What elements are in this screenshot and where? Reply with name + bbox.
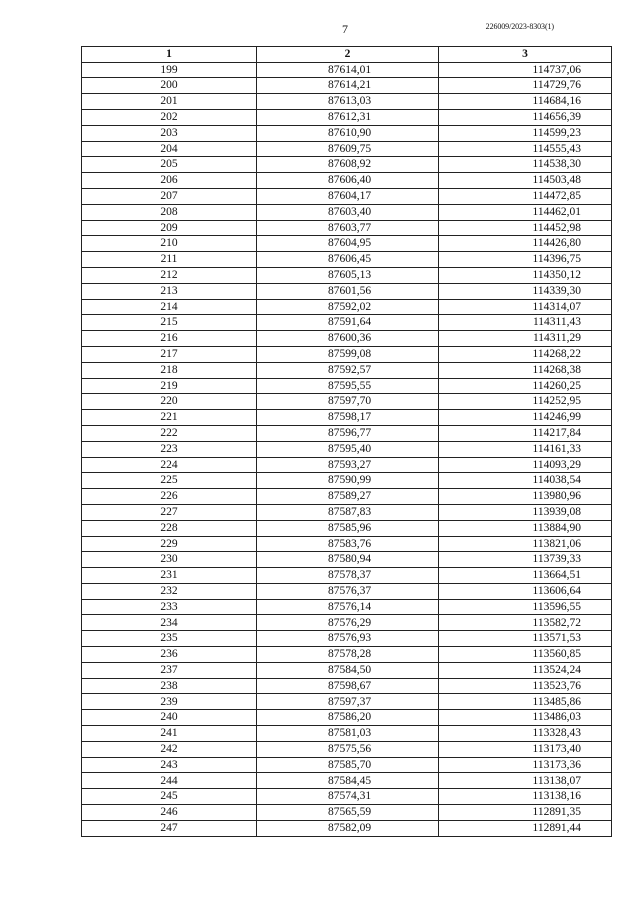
- y-coordinate-cell: 114503,48: [439, 173, 612, 189]
- x-coordinate-cell: 87595,40: [257, 441, 439, 457]
- y-coordinate-cell: 114729,76: [439, 78, 612, 94]
- point-number-cell: 229: [82, 536, 257, 552]
- point-number-cell: 241: [82, 726, 257, 742]
- x-coordinate-cell: 87585,70: [257, 757, 439, 773]
- table-row: [82, 457, 612, 473]
- x-coordinate-cell: 87583,76: [257, 536, 439, 552]
- x-coordinate-cell: 87614,01: [257, 62, 439, 78]
- y-coordinate-cell: 113582,72: [439, 615, 612, 631]
- table-row: [82, 647, 612, 663]
- table-header-row: [82, 47, 612, 63]
- point-number-cell: 205: [82, 157, 257, 173]
- point-number-cell: 215: [82, 315, 257, 331]
- x-coordinate-cell: 87593,27: [257, 457, 439, 473]
- x-coordinate-cell: 87609,75: [257, 141, 439, 157]
- y-coordinate-cell: 113524,24: [439, 662, 612, 678]
- column-header-y: 3: [439, 47, 612, 63]
- table-body: [82, 62, 612, 836]
- x-coordinate-cell: 87598,17: [257, 410, 439, 426]
- x-coordinate-cell: 87612,31: [257, 109, 439, 125]
- x-coordinate-cell: 87592,02: [257, 299, 439, 315]
- x-coordinate-cell: 87595,55: [257, 378, 439, 394]
- point-number-cell: 237: [82, 662, 257, 678]
- y-coordinate-cell: 112891,44: [439, 820, 612, 836]
- y-coordinate-cell: 114737,06: [439, 62, 612, 78]
- y-coordinate-cell: 114268,22: [439, 346, 612, 362]
- x-coordinate-cell: 87604,17: [257, 188, 439, 204]
- table-row: [82, 78, 612, 94]
- point-number-cell: 203: [82, 125, 257, 141]
- page-number: 7: [342, 22, 348, 36]
- point-number-cell: 222: [82, 425, 257, 441]
- point-number-cell: 231: [82, 568, 257, 584]
- table-row: [82, 362, 612, 378]
- x-coordinate-cell: 87578,37: [257, 568, 439, 584]
- document-reference: 226009/2023-8303(1): [485, 22, 554, 31]
- point-number-cell: 238: [82, 678, 257, 694]
- table-row: [82, 125, 612, 141]
- point-number-cell: 230: [82, 552, 257, 568]
- column-header-x: 2: [257, 47, 439, 63]
- table-row: [82, 220, 612, 236]
- point-number-cell: 217: [82, 346, 257, 362]
- x-coordinate-cell: 87596,77: [257, 425, 439, 441]
- point-number-cell: 219: [82, 378, 257, 394]
- x-coordinate-cell: 87614,21: [257, 78, 439, 94]
- x-coordinate-cell: 87587,83: [257, 504, 439, 520]
- point-number-cell: 204: [82, 141, 257, 157]
- y-coordinate-cell: 114038,54: [439, 473, 612, 489]
- y-coordinate-cell: 114217,84: [439, 425, 612, 441]
- point-number-cell: 232: [82, 583, 257, 599]
- x-coordinate-cell: 87584,45: [257, 773, 439, 789]
- x-coordinate-cell: 87576,14: [257, 599, 439, 615]
- table-row: [82, 62, 612, 78]
- x-coordinate-cell: 87574,31: [257, 789, 439, 805]
- table-row: [82, 583, 612, 599]
- x-coordinate-cell: 87597,37: [257, 694, 439, 710]
- point-number-cell: 221: [82, 410, 257, 426]
- table-row: [82, 599, 612, 615]
- point-number-cell: 236: [82, 647, 257, 663]
- point-number-cell: 200: [82, 78, 257, 94]
- point-number-cell: 210: [82, 236, 257, 252]
- table-row: [82, 410, 612, 426]
- y-coordinate-cell: 114452,98: [439, 220, 612, 236]
- x-coordinate-cell: 87580,94: [257, 552, 439, 568]
- y-coordinate-cell: 114538,30: [439, 157, 612, 173]
- x-coordinate-cell: 87601,56: [257, 283, 439, 299]
- y-coordinate-cell: 113606,64: [439, 583, 612, 599]
- point-number-cell: 247: [82, 820, 257, 836]
- y-coordinate-cell: 114246,99: [439, 410, 612, 426]
- x-coordinate-cell: 87600,36: [257, 331, 439, 347]
- table-row: [82, 805, 612, 821]
- x-coordinate-cell: 87613,03: [257, 94, 439, 110]
- x-coordinate-cell: 87575,56: [257, 741, 439, 757]
- x-coordinate-cell: 87578,28: [257, 647, 439, 663]
- table-row: [82, 188, 612, 204]
- x-coordinate-cell: 87581,03: [257, 726, 439, 742]
- table-row: [82, 252, 612, 268]
- x-coordinate-cell: 87604,95: [257, 236, 439, 252]
- y-coordinate-cell: 113939,08: [439, 504, 612, 520]
- point-number-cell: 218: [82, 362, 257, 378]
- y-coordinate-cell: 114314,07: [439, 299, 612, 315]
- point-number-cell: 226: [82, 489, 257, 505]
- table-row: [82, 267, 612, 283]
- y-coordinate-cell: 113980,96: [439, 489, 612, 505]
- x-coordinate-cell: 87605,13: [257, 267, 439, 283]
- table-row: [82, 283, 612, 299]
- point-number-cell: 228: [82, 520, 257, 536]
- y-coordinate-cell: 113664,51: [439, 568, 612, 584]
- table-row: [82, 109, 612, 125]
- point-number-cell: 240: [82, 710, 257, 726]
- x-coordinate-cell: 87590,99: [257, 473, 439, 489]
- y-coordinate-cell: 114350,12: [439, 267, 612, 283]
- table-row: [82, 489, 612, 505]
- y-coordinate-cell: 113523,76: [439, 678, 612, 694]
- y-coordinate-cell: 114472,85: [439, 188, 612, 204]
- point-number-cell: 206: [82, 173, 257, 189]
- point-number-cell: 220: [82, 394, 257, 410]
- point-number-cell: 199: [82, 62, 257, 78]
- y-coordinate-cell: 114684,16: [439, 94, 612, 110]
- point-number-cell: 213: [82, 283, 257, 299]
- x-coordinate-cell: 87576,29: [257, 615, 439, 631]
- point-number-cell: 224: [82, 457, 257, 473]
- point-number-cell: 212: [82, 267, 257, 283]
- table-row: [82, 473, 612, 489]
- table-row: [82, 710, 612, 726]
- x-coordinate-cell: 87576,37: [257, 583, 439, 599]
- table-row: [82, 394, 612, 410]
- y-coordinate-cell: 113138,16: [439, 789, 612, 805]
- x-coordinate-cell: 87599,08: [257, 346, 439, 362]
- table-row: [82, 441, 612, 457]
- x-coordinate-cell: 87610,90: [257, 125, 439, 141]
- table-row: [82, 236, 612, 252]
- table-row: [82, 141, 612, 157]
- y-coordinate-cell: 113486,03: [439, 710, 612, 726]
- x-coordinate-cell: 87606,45: [257, 252, 439, 268]
- table-row: [82, 662, 612, 678]
- table-row: [82, 520, 612, 536]
- x-coordinate-cell: 87603,77: [257, 220, 439, 236]
- x-coordinate-cell: 87582,09: [257, 820, 439, 836]
- x-coordinate-cell: 87589,27: [257, 489, 439, 505]
- x-coordinate-cell: 87606,40: [257, 173, 439, 189]
- table-row: [82, 568, 612, 584]
- point-number-cell: 227: [82, 504, 257, 520]
- table-row: [82, 773, 612, 789]
- y-coordinate-cell: 114426,80: [439, 236, 612, 252]
- point-number-cell: 235: [82, 631, 257, 647]
- point-number-cell: 207: [82, 188, 257, 204]
- y-coordinate-cell: 114311,29: [439, 331, 612, 347]
- point-number-cell: 202: [82, 109, 257, 125]
- y-coordinate-cell: 113328,43: [439, 726, 612, 742]
- table-row: [82, 204, 612, 220]
- y-coordinate-cell: 114599,23: [439, 125, 612, 141]
- point-number-cell: 242: [82, 741, 257, 757]
- point-number-cell: 216: [82, 331, 257, 347]
- y-coordinate-cell: 114656,39: [439, 109, 612, 125]
- point-number-cell: 201: [82, 94, 257, 110]
- table-row: [82, 552, 612, 568]
- y-coordinate-cell: 113596,55: [439, 599, 612, 615]
- x-coordinate-cell: 87598,67: [257, 678, 439, 694]
- y-coordinate-cell: 113884,90: [439, 520, 612, 536]
- table-row: [82, 346, 612, 362]
- table-row: [82, 331, 612, 347]
- table-row: [82, 425, 612, 441]
- y-coordinate-cell: 113571,53: [439, 631, 612, 647]
- x-coordinate-cell: 87585,96: [257, 520, 439, 536]
- x-coordinate-cell: 87603,40: [257, 204, 439, 220]
- point-number-cell: 239: [82, 694, 257, 710]
- table-row: [82, 741, 612, 757]
- y-coordinate-cell: 114161,33: [439, 441, 612, 457]
- y-coordinate-cell: 114093,29: [439, 457, 612, 473]
- y-coordinate-cell: 113485,86: [439, 694, 612, 710]
- y-coordinate-cell: 113138,07: [439, 773, 612, 789]
- x-coordinate-cell: 87576,93: [257, 631, 439, 647]
- point-number-cell: 244: [82, 773, 257, 789]
- table-row: [82, 299, 612, 315]
- y-coordinate-cell: 112891,35: [439, 805, 612, 821]
- y-coordinate-cell: 114252,95: [439, 394, 612, 410]
- y-coordinate-cell: 114268,38: [439, 362, 612, 378]
- y-coordinate-cell: 114311,43: [439, 315, 612, 331]
- point-number-cell: 211: [82, 252, 257, 268]
- column-header-number: 1: [82, 47, 257, 63]
- table-row: [82, 157, 612, 173]
- table-row: [82, 694, 612, 710]
- y-coordinate-cell: 114339,30: [439, 283, 612, 299]
- point-number-cell: 209: [82, 220, 257, 236]
- y-coordinate-cell: 113173,36: [439, 757, 612, 773]
- y-coordinate-cell: 113739,33: [439, 552, 612, 568]
- table-row: [82, 378, 612, 394]
- x-coordinate-cell: 87608,92: [257, 157, 439, 173]
- coordinates-table: [81, 46, 612, 837]
- point-number-cell: 208: [82, 204, 257, 220]
- y-coordinate-cell: 114462,01: [439, 204, 612, 220]
- y-coordinate-cell: 113821,06: [439, 536, 612, 552]
- point-number-cell: 234: [82, 615, 257, 631]
- x-coordinate-cell: 87597,70: [257, 394, 439, 410]
- table-row: [82, 504, 612, 520]
- y-coordinate-cell: 113560,85: [439, 647, 612, 663]
- x-coordinate-cell: 87591,64: [257, 315, 439, 331]
- point-number-cell: 225: [82, 473, 257, 489]
- table-row: [82, 94, 612, 110]
- table-row: [82, 757, 612, 773]
- y-coordinate-cell: 114396,75: [439, 252, 612, 268]
- point-number-cell: 214: [82, 299, 257, 315]
- table-row: [82, 820, 612, 836]
- x-coordinate-cell: 87565,59: [257, 805, 439, 821]
- x-coordinate-cell: 87586,20: [257, 710, 439, 726]
- y-coordinate-cell: 114555,43: [439, 141, 612, 157]
- point-number-cell: 245: [82, 789, 257, 805]
- point-number-cell: 243: [82, 757, 257, 773]
- table-row: [82, 315, 612, 331]
- y-coordinate-cell: 114260,25: [439, 378, 612, 394]
- x-coordinate-cell: 87592,57: [257, 362, 439, 378]
- point-number-cell: 246: [82, 805, 257, 821]
- table-row: [82, 789, 612, 805]
- table-row: [82, 173, 612, 189]
- table-row: [82, 631, 612, 647]
- table-row: [82, 615, 612, 631]
- point-number-cell: 223: [82, 441, 257, 457]
- x-coordinate-cell: 87584,50: [257, 662, 439, 678]
- table-row: [82, 678, 612, 694]
- table-row: [82, 536, 612, 552]
- table-row: [82, 726, 612, 742]
- point-number-cell: 233: [82, 599, 257, 615]
- y-coordinate-cell: 113173,40: [439, 741, 612, 757]
